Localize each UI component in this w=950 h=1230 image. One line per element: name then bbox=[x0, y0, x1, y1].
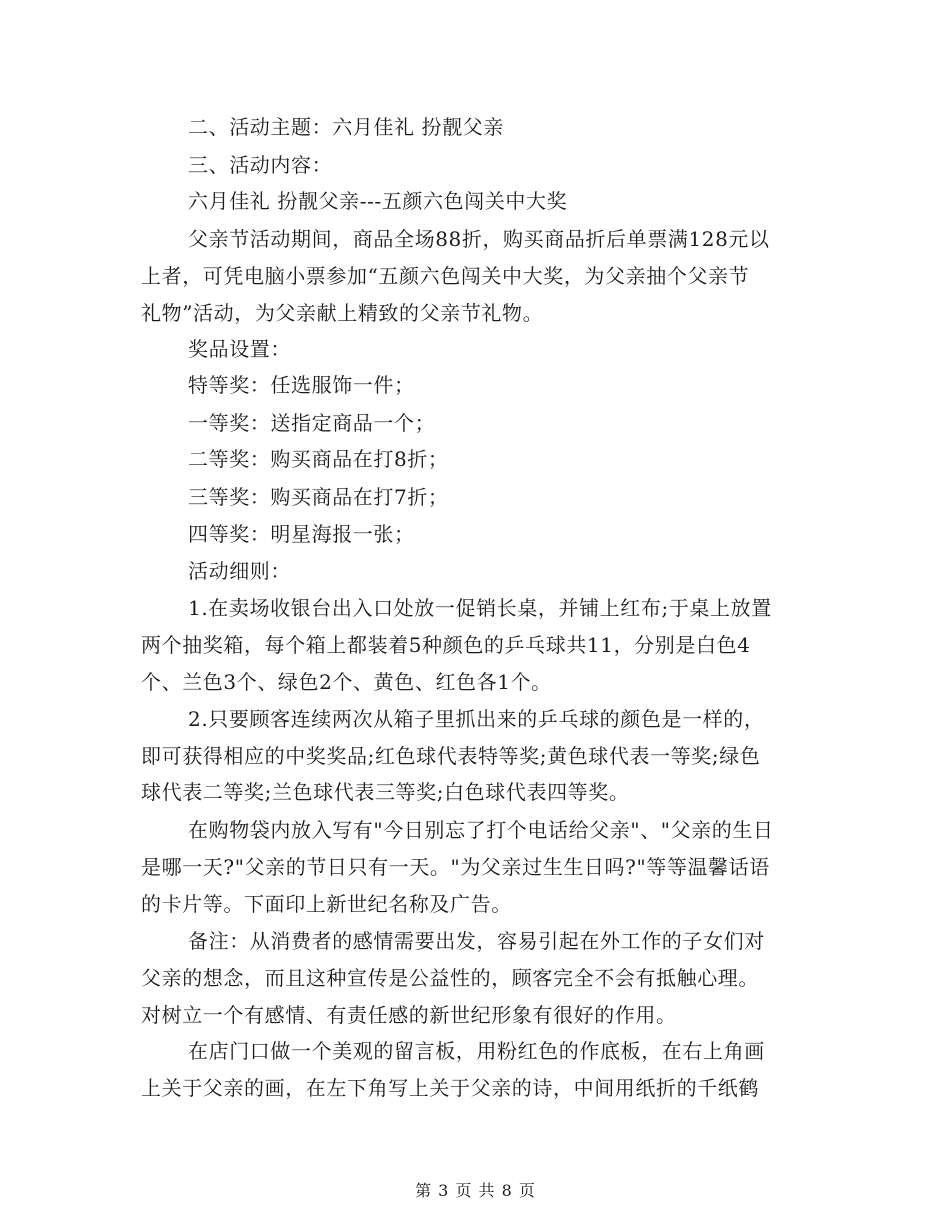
text-line: 奖品设置： bbox=[188, 337, 291, 361]
text-line: 上者，可凭电脑小票参加“五颜六色闯关中大奖，为父亲抽个父亲节 bbox=[141, 264, 750, 288]
text-line: 父亲节活动期间，商品全场88折，购买商品折后单票满128元以 bbox=[188, 227, 770, 251]
text-line: 2.只要顾客连续两次从箱子里抓出来的乒乓球的颜色是一样的， bbox=[188, 707, 765, 731]
text-line: 二等奖：购买商品在打8折； bbox=[188, 447, 449, 471]
text-line: 二、活动主题：六月佳礼 扮靓父亲 bbox=[188, 115, 504, 139]
text-line: 球代表二等奖;兰色球代表三等奖;白色球代表四等奖。 bbox=[141, 780, 630, 804]
text-line: 在店门口做一个美观的留言板，用粉红色的作底板，在右上角画 bbox=[188, 1039, 765, 1063]
page-number-footer: 第 3 页 共 8 页 bbox=[415, 1181, 535, 1200]
text-line: 活动细则： bbox=[188, 559, 291, 583]
text-line: 上关于父亲的画，在左下角写上关于父亲的诗，中间用纸折的千纸鹤 bbox=[141, 1076, 759, 1100]
text-line: 特等奖：任选服饰一件； bbox=[188, 373, 415, 397]
text-line: 个、兰色3个、绿色2个、黄色、红色各1个。 bbox=[141, 670, 552, 694]
text-line: 四等奖：明星海报一张； bbox=[188, 522, 415, 546]
text-line: 六月佳礼 扮靓父亲---五颜六色闯关中大奖 bbox=[188, 189, 568, 213]
text-line: 三、活动内容： bbox=[188, 153, 333, 177]
text-line: 三等奖：购买商品在打7折； bbox=[188, 485, 449, 509]
text-line: 一等奖：送指定商品一个； bbox=[188, 411, 436, 435]
text-line: 即可获得相应的中奖奖品;红色球代表特等奖;黄色球代表一等奖;绿色 bbox=[141, 744, 761, 768]
text-line: 对树立一个有感情、有责任感的新世纪形象有很好的作用。 bbox=[141, 1003, 677, 1027]
text-line: 父亲的想念，而且这种宣传是公益性的，顾客完全不会有抵触心理。 bbox=[141, 966, 759, 990]
text-line: 备注：从消费者的感情需要出发，容易引起在外工作的子女们对 bbox=[188, 929, 765, 953]
text-line: 两个抽奖箱，每个箱上都装着5种颜色的乒乓球共11，分别是白色4 bbox=[141, 633, 751, 657]
text-line: 是哪一天?"父亲的节日只有一天。"为父亲过生生日吗?"等等温馨话语 bbox=[141, 855, 770, 879]
text-line: 在购物袋内放入写有"今日别忘了打个电话给父亲"、"父亲的生日 bbox=[188, 818, 774, 842]
text-line: 1.在卖场收银台出入口处放一促销长桌，并铺上红布;于桌上放置 bbox=[188, 596, 772, 620]
text-line: 的卡片等。下面印上新世纪名称及广告。 bbox=[141, 892, 512, 916]
text-line: 礼物”活动，为父亲献上精致的父亲节礼物。 bbox=[141, 301, 544, 325]
